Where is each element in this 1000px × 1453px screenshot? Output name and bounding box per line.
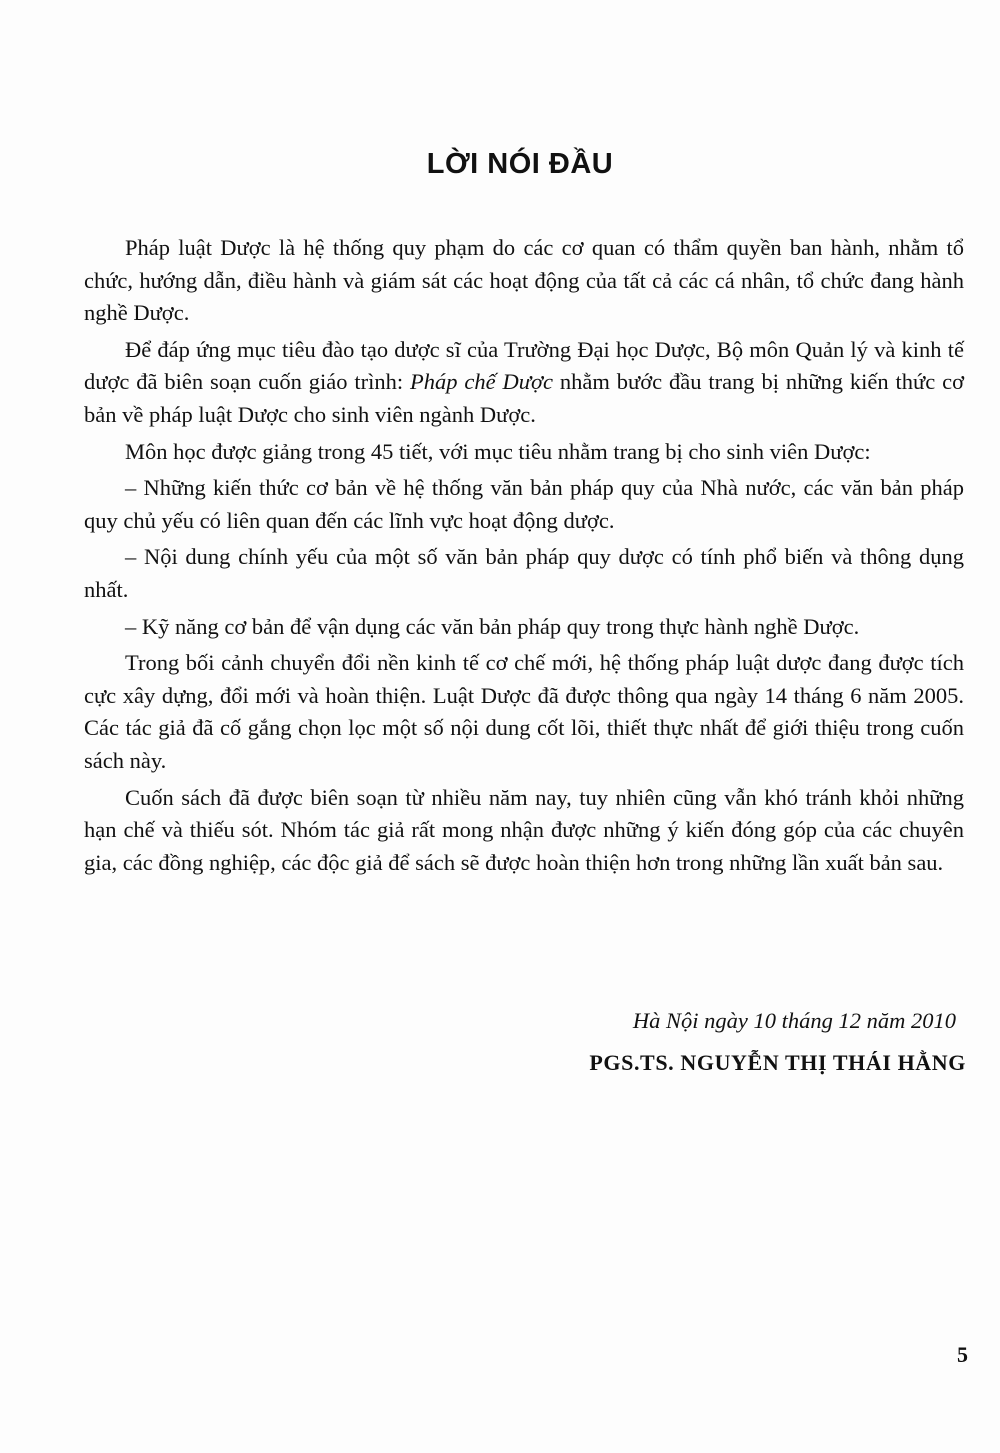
place-date: Hà Nội ngày 10 tháng 12 năm 2010 bbox=[632, 1008, 956, 1033]
paragraph-purpose-start: Để đáp ứng mục tiêu đào tạo dược sĩ của Trường Đại học Dược, Bộ môn Quản lý và kinh tế dược đã biên soạn cuốn giáo trình: bbox=[84, 336, 964, 395]
paragraph-intro: Pháp luật Dược là hệ thống quy phạm do các cơ quan có thẩm quyền ban hành, nhằm tổ chức, hướng dẫn, điều hành và giám sát các hoạt động của tất cả các cá nhân, tổ chức đang hành nghề Dược. bbox=[84, 235, 964, 326]
bullet-item-2: – Nội dung chính yếu của một số văn bản pháp quy dược có tính phổ biến và thông dụng nhất. bbox=[84, 544, 964, 602]
bullet-item-3: – Kỹ năng cơ bản để vận dụng các văn bản pháp quy trong thực hành nghề Dược. bbox=[125, 613, 860, 639]
book-title: Pháp chế Dược bbox=[409, 369, 553, 395]
paragraph-context: Trong bối cảnh chuyển đổi nền kinh tế cơ chế mới, hệ thống pháp luật dược đang được tích cực xây dựng, đổi mới và hoàn thiện. Luật Dược đã được thông qua ngày 14 tháng 6 năm 2005. Các tác giả đã cố gắng chọn lọc một số nội dung cốt lõi, thiết thực nhất để giới thiệu trong cuốn sách này. bbox=[84, 650, 964, 773]
bullet-item-1: – Những kiến thức cơ bản về hệ thống văn bản pháp quy của Nhà nước, các văn bản pháp quy chủ yếu có liên quan đến các lĩnh vực hoạt động dược. bbox=[84, 475, 964, 533]
author-name: PGS.TS. NGUYỄN THỊ THÁI HẰNG bbox=[589, 1050, 966, 1075]
page-number: 5 bbox=[957, 1342, 968, 1367]
body-text bbox=[84, 232, 964, 883]
paragraph-course: Môn học được giảng trong 45 tiết, với mục tiêu nhằm trang bị cho sinh viên Dược: bbox=[125, 438, 871, 464]
paragraph-purpose-end: nhằm bước đầu trang bị những kiến thức cơ bản về pháp luật Dược cho sinh viên ngành Dược. bbox=[84, 369, 964, 427]
page-title: LỜI NÓI ĐẦU bbox=[426, 148, 614, 180]
paragraph-closing: Cuốn sách đã được biên soạn từ nhiều năm nay, tuy nhiên cũng vẫn khó tránh khỏi những hạn chế và thiếu sót. Nhóm tác giả rất mong nhận được những ý kiến đóng góp của các chuyên gia, các đồng nghiệp, các độc giả để sách sẽ được hoàn thiện hơn trong những lần xuất bản sau. bbox=[84, 784, 964, 875]
paragraph-purpose bbox=[84, 334, 964, 432]
